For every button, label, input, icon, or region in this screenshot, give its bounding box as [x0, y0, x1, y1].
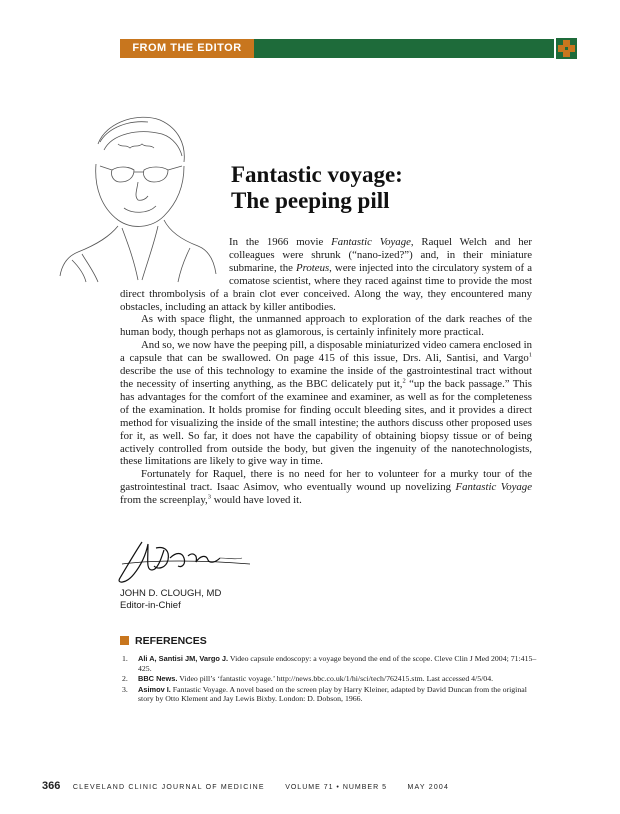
editor-signature: [112, 534, 252, 586]
reference-item: [120, 654, 538, 673]
article-title-line-2: The peeping pill: [231, 188, 390, 213]
reference-text: Fantastic Voyage. A novel based on the screen play by Harry Kleiner, adapted by David Duncan from the original story by Otto Klement and Jay Lewis Bixby. London: D. Dobson, 1966.: [138, 684, 527, 704]
citation-2: 2: [402, 377, 406, 385]
p1-text-a: In the 1966 movie: [229, 236, 332, 248]
author-role: Editor-in-Chief: [120, 600, 181, 611]
reference-item: [120, 685, 538, 704]
paragraph-4: [120, 468, 532, 507]
p1-text-c: , Raquel Welch and her colleagues were shrunk (“nano-ized?”) and, in their miniature submarine, the: [229, 236, 532, 274]
p1-text-e: , were injected into the circulatory system of a comatose scientist, where they raced against time to provide the most direct thrombolysis of a brain clot ever conceived. Along the way, they encountered many obstacles, including an attack by killer antibodies.: [120, 261, 532, 313]
references-heading-text: REFERENCES: [135, 635, 207, 647]
references-list: [120, 654, 538, 705]
reference-authors: Ali A, Santisi JM, Vargo J.: [138, 654, 229, 663]
article-body: [120, 236, 532, 507]
p4-film-title: Fantastic Voyage: [455, 481, 532, 494]
section-label: FROM THE EDITOR: [120, 39, 254, 58]
p3-text-b: describe the use of this technology to examine the inside of the gastrointestinal tract without the necessity of inserting anything, as the BBC delicately put it,: [120, 365, 532, 390]
page-footer: [42, 776, 449, 794]
article-title: [231, 162, 403, 214]
p3-text-a: And so, we now have the peeping pill, a disposable miniaturized video camera enclosed in a capsule that can be swallowed. On page 415 of this issue, Drs. Ali, Santisi, and Vargo: [120, 339, 532, 365]
journal-logo-icon: [556, 38, 577, 59]
citation-1: 1: [528, 351, 532, 359]
p4-text-d: would have loved it.: [211, 494, 302, 507]
reference-authors: BBC News.: [138, 674, 178, 684]
reference-text: Video pill’s ‘fantastic voyage.’ http://news.bbc.co.uk/1/hi/sci/tech/762415.stm. Last accessed 4/5/04.: [177, 674, 494, 684]
references-heading: [120, 635, 207, 647]
reference-text: Video capsule endoscopy: a voyage beyond the end of the scope. Cleve Clin J Med 2004; 71:415–425.: [138, 654, 537, 673]
reference-number: 1.: [122, 654, 128, 663]
article-title-line-1: Fantastic voyage:: [231, 162, 403, 187]
author-name: JOHN D. CLOUGH, MD: [120, 588, 222, 599]
portrait-wrap-spacer: [120, 236, 229, 287]
volume-info: VOLUME 71 • NUMBER 5: [285, 784, 387, 791]
paragraph-3: [120, 339, 532, 468]
square-bullet-icon: [120, 636, 129, 645]
reference-number: 2.: [122, 674, 128, 684]
reference-item: [120, 674, 538, 684]
issue-date: MAY 2004: [407, 784, 450, 791]
reference-authors: Asimov I.: [138, 684, 171, 694]
citation-3: 3: [207, 493, 211, 501]
p3-text-c: “up the back passage.” This has advantages for the comfort of the examinee and examiner, as well as for the completeness of the examination. It holds promise for finding occult bleeding sites, and it provides a direct method for visualizing the inside of the small intestine; the authors discuss other proposed uses for it, as well. So far, it does not have the capability of obtaining biopsy tissue or of being actively controlled from outside the body, but given the ingenuity of the nanotechnologists, these limitations are likely to give way in time.: [120, 377, 532, 468]
p4-text-a: Fortunately for Raquel, there is no need for her to volunteer for a murky tour of the gastrointestinal tract. Isaac Asimov, who eventually wound up novelizing: [120, 468, 532, 494]
page-number: 366: [42, 780, 61, 792]
paragraph-2: As with space flight, the unmanned approach to exploration of the dark reaches of the human body, though perhaps not as glamorous, is certainly infinitely more practical.: [120, 313, 532, 339]
journal-name: CLEVELAND CLINIC JOURNAL OF MEDICINE: [72, 784, 265, 791]
p1-film-title: Fantastic Voyage: [331, 236, 411, 248]
p1-submarine-name: Proteus: [295, 261, 330, 274]
p4-text-c: from the screenplay,: [120, 494, 208, 507]
author-block: [120, 588, 221, 612]
reference-number: 3.: [122, 684, 128, 694]
